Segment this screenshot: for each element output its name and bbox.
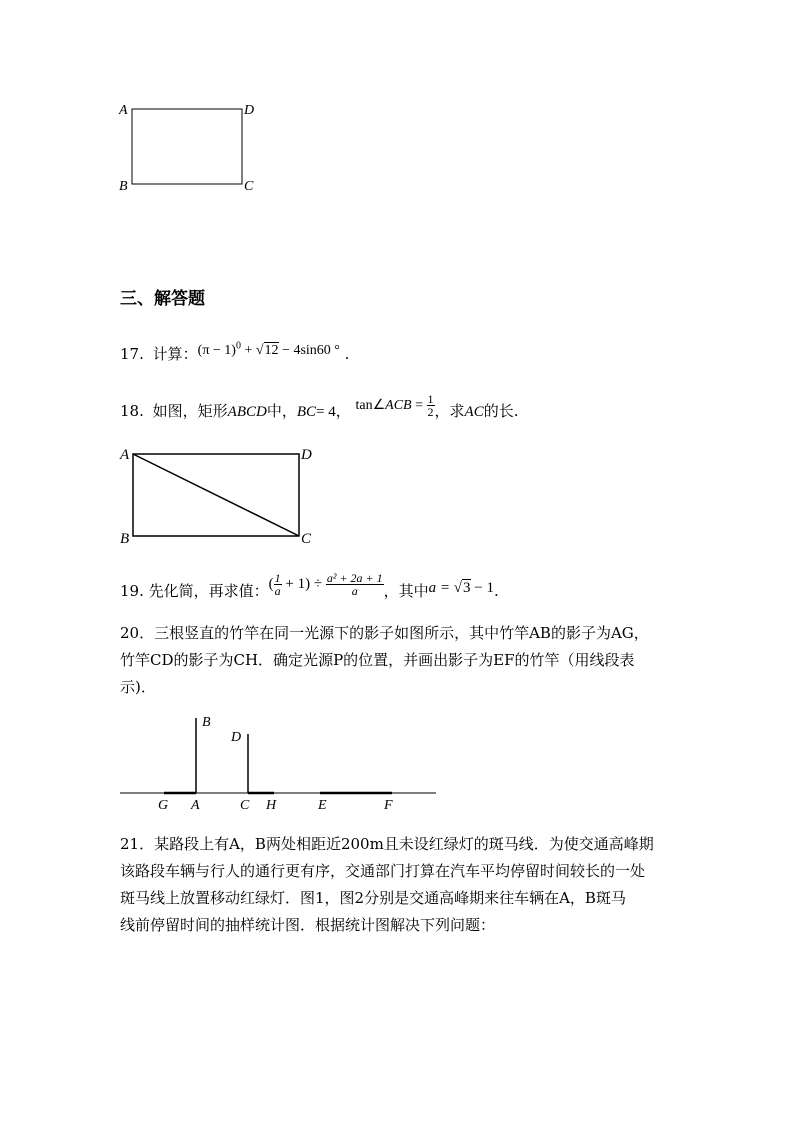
q17-prompt: 计算： <box>152 345 198 363</box>
question-17 <box>120 340 350 364</box>
label-G: G <box>158 798 169 813</box>
label-E: E <box>318 798 327 813</box>
q17-end: . <box>344 345 350 363</box>
question-18: 18. 如图，矩形ABCD中，BC= 4， tan∠ACB = $\frac{1}{2}$ ，求AC的长. <box>120 392 519 420</box>
label-C: C <box>244 179 254 194</box>
label-F: F <box>384 798 393 813</box>
label-D: D <box>301 447 312 463</box>
q17-expression: $(\pi - 1)^0 + √12 - 4\sin 60$ ° <box>197 340 340 358</box>
label-A: A <box>120 447 130 463</box>
label-C: C <box>301 531 312 547</box>
diagonal-AC <box>133 454 299 536</box>
rectangle-shape <box>132 109 242 184</box>
question-20: 20．三根竖直的竹竿在同一光源下的影子如图所示，其中竹竿AB的影子为AG， 竹竿CD的影子为CH．确定光源P的位置，并画出影子为EF的竹竿（用线段表 示)． <box>120 624 649 696</box>
label-D: D <box>231 730 242 745</box>
label-A: A <box>191 798 200 813</box>
figure-rectangle-2 <box>112 443 327 548</box>
q17-number: 17. <box>120 345 144 363</box>
label-B: B <box>119 179 128 194</box>
label-C: C <box>240 798 250 813</box>
figure-rectangle-1 <box>110 95 270 200</box>
label-A: A <box>119 103 128 118</box>
label-B: B <box>120 531 130 547</box>
q18-tan-expression: tan∠ACB = $\frac{1}{2}$ <box>355 392 434 420</box>
q19-expression: ( $\frac{1}{a}$ + 1) ÷ $\frac{\text{a² + 2a + 1}}{a}$ <box>268 571 383 599</box>
label-H: H <box>266 798 277 813</box>
label-D: D <box>244 103 255 118</box>
label-B: B <box>202 715 211 730</box>
figure-shadows <box>110 710 450 815</box>
question-19: 19. 先化简，再求值：( $\frac{1}{a}$ + 1) ÷ $\frac{\text{a² + 2a + 1}}{a}$ ，其中a = √3 − 1. <box>120 571 499 600</box>
section-heading: 三、解答题 <box>120 289 205 309</box>
question-21: 21．某路段上有A，B两处相距近200m且未设红绿灯的斑马线．为使交通高峰期 该路段车辆与行人的通行更有序，交通部门打算在汽车平均停留时间较长的一处 斑马线上放置移动红绿灯．图1，图2分别是交通高峰期来往车辆在A，B斑马 线前停留时间的抽样统计图．根据统计图解决下列问题： <box>120 835 654 934</box>
